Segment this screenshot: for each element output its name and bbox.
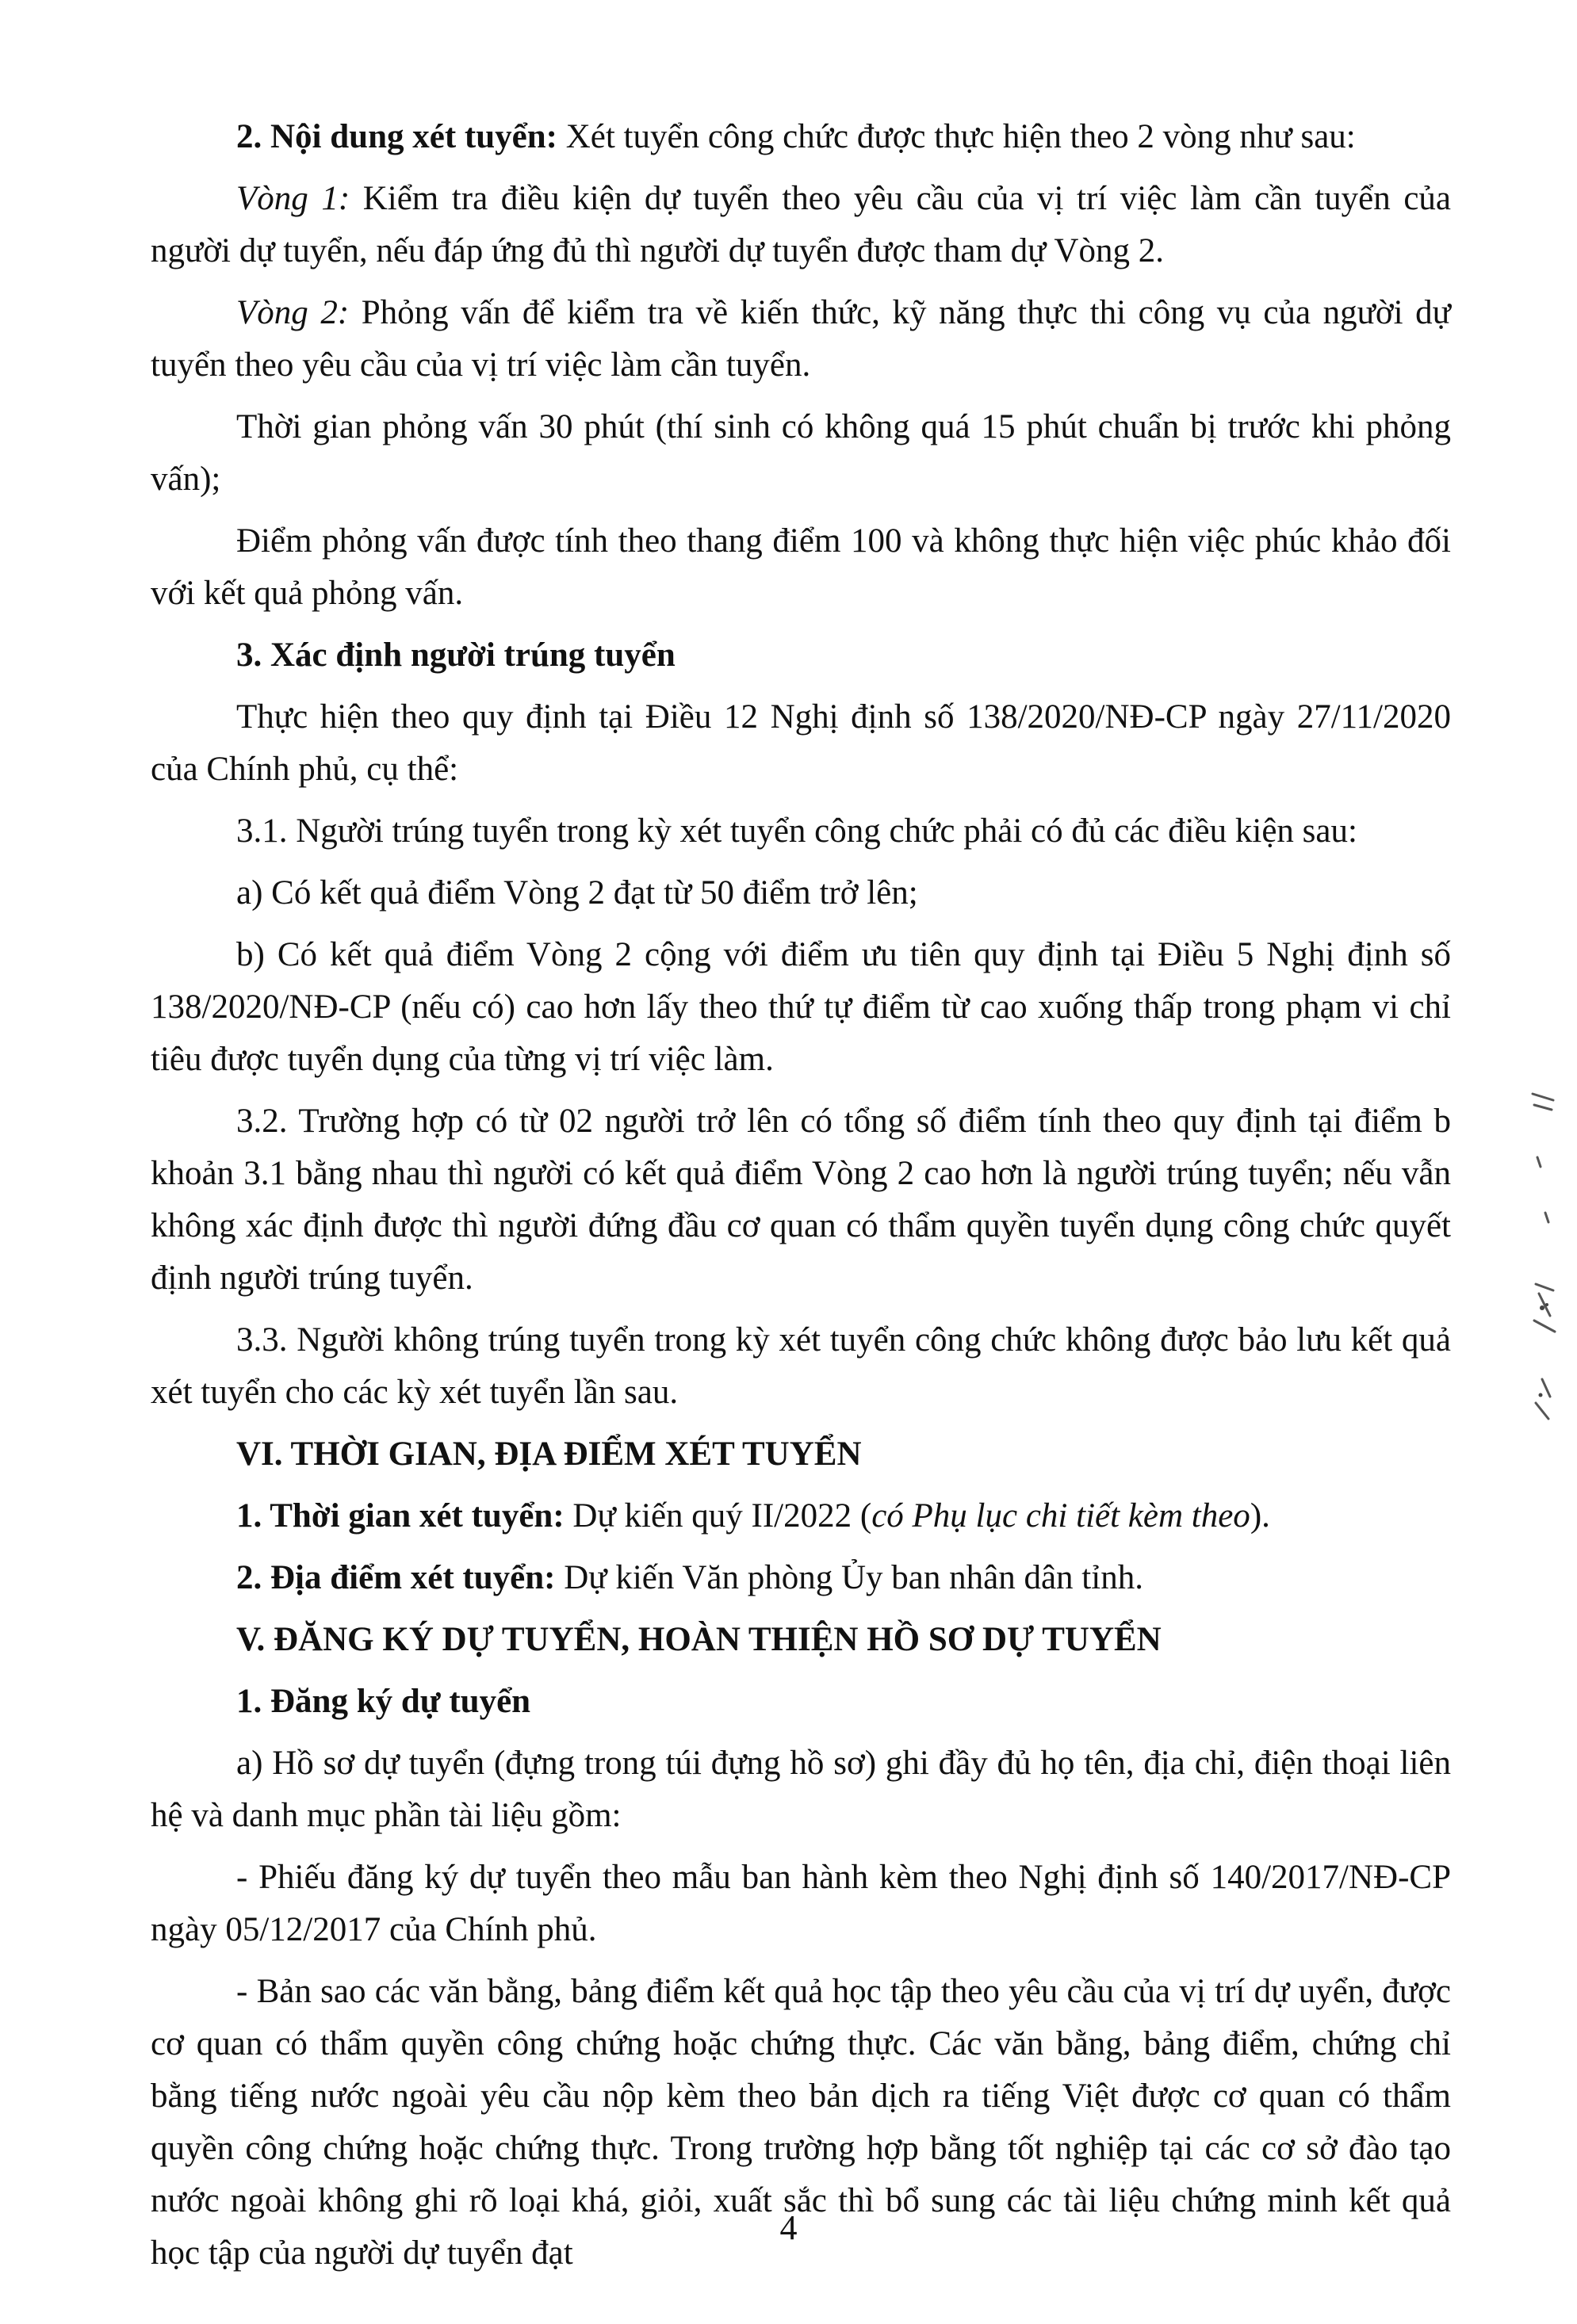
heading-determine-winners: 3. Xác định người trúng tuyển <box>236 636 676 674</box>
paragraph-round-1 <box>151 173 1451 277</box>
italic-label: Vòng 1: <box>236 180 350 217</box>
paragraph-text: Dự kiến quý II/2022 ( <box>564 1497 872 1535</box>
scan-edge-marks <box>1526 1078 1558 1443</box>
heading-section-v: V. ĐĂNG KÝ DỰ TUYỂN, HOÀN THIỆN HỒ SƠ DỰ TUYỂN <box>236 1621 1162 1658</box>
paragraph-regulation: Thực hiện theo quy định tại Điều 12 Nghị định số 138/2020/NĐ-CP ngày 27/11/2020 của Chính phủ, cụ thể: <box>151 698 1451 788</box>
bold-label: 2. Nội dung xét tuyển: <box>236 118 557 155</box>
paragraph-text: Kiểm tra điều kiện dự tuyển theo yêu cầu của vị trí việc làm cần tuyển của người dự tuyển, nếu đáp ứng đủ thì người dự tuyển được tham dự Vòng 2. <box>151 180 1451 269</box>
bold-label: 2. Địa điểm xét tuyển: <box>236 1559 556 1596</box>
body-text <box>151 111 1451 2289</box>
paragraph-3-1-a: a) Có kết quả điểm Vòng 2 đạt từ 50 điểm trở lên; <box>236 874 918 912</box>
heading-registration: 1. Đăng ký dự tuyển <box>236 1683 531 1720</box>
italic-note: có Phụ lục chi tiết kèm theo <box>871 1497 1250 1535</box>
heading-section-vi: VI. THỜI GIAN, ĐỊA ĐIỂM XÉT TUYỂN <box>236 1435 862 1473</box>
paragraph-3-1-b: b) Có kết quả điểm Vòng 2 cộng với điểm ưu tiên quy định tại Điều 5 Nghị định số 138/2020/NĐ-CP (nếu có) cao hơn lấy theo thứ tự điểm từ cao xuống thấp trong phạm vi chỉ tiêu được tuyển dụng của từng vị trí việc làm. <box>151 936 1451 1078</box>
paragraph-text-end: ). <box>1250 1497 1270 1535</box>
paragraph-round-2 <box>151 287 1451 392</box>
paragraph-text: Phỏng vấn để kiểm tra về kiến thức, kỹ năng thực thi công vụ của người dự tuyển theo yêu cầu của vị trí việc làm cần tuyển. <box>151 294 1451 384</box>
paragraph-diploma-copies: - Bản sao các văn bằng, bảng điểm kết quả học tập theo yêu cầu của vị trí dự uyển, được cơ quan có thẩm quyền công chứng hoặc chứng thực. Các văn bằng, bảng điểm, chứng chỉ bằng tiếng nước ngoài yêu cầu nộp kèm theo bản dịch ra tiếng Việt được cơ quan có thẩm quyền công chứng hoặc chứng thực. Trong trường hợp bằng tốt nghiệp tại các cơ sở đào tạo nước ngoài không ghi rõ loại khá, giỏi, xuất sắc thì bổ sung các tài liệu chứng minh kết quả học tập của người dự tuyển đạt <box>151 1973 1451 2272</box>
paragraph-3-3: 3.3. Người không trúng tuyển trong kỳ xét tuyển công chức không được bảo lưu kết quả xét tuyển cho các kỳ xét tuyển lần sau. <box>151 1321 1451 1411</box>
paragraph-content-of-selection <box>151 111 1451 163</box>
paragraph-interview-time: Thời gian phỏng vấn 30 phút (thí sinh có không quá 15 phút chuẩn bị trước khi phỏng vấn); <box>151 408 1451 498</box>
paragraph-text: Dự kiến Văn phòng Ủy ban nhân dân tỉnh. <box>555 1559 1143 1596</box>
paragraph-3-2: 3.2. Trường hợp có từ 02 người trở lên có tổng số điểm tính theo quy định tại điểm b khoản 3.1 bằng nhau thì người có kết quả điểm Vòng 2 cao hơn là người trúng tuyển; nếu vẫn không xác định được thì người đứng đầu cơ quan có thẩm quyền tuyển dụng công chức quyết định người trúng tuyển. <box>151 1103 1451 1297</box>
paragraph-text: Xét tuyển công chức được thực hiện theo 2 vòng như sau: <box>557 118 1356 155</box>
paragraph-registration-form: - Phiếu đăng ký dự tuyển theo mẫu ban hành kèm theo Nghị định số 140/2017/NĐ-CP ngày 05/12/2017 của Chính phủ. <box>151 1859 1451 1948</box>
paragraph-location <box>151 1552 1451 1604</box>
paragraph-time <box>151 1490 1451 1542</box>
paragraph-interview-score: Điểm phỏng vấn được tính theo thang điểm 100 và không thực hiện việc phúc khảo đối với kết quả phỏng vấn. <box>151 522 1451 612</box>
italic-label: Vòng 2: <box>236 294 350 331</box>
bold-label: 1. Thời gian xét tuyển: <box>236 1497 565 1535</box>
paragraph-3-1: 3.1. Người trúng tuyển trong kỳ xét tuyển công chức phải có đủ các điều kiện sau: <box>236 812 1357 850</box>
page-number: 4 <box>779 2208 798 2247</box>
paragraph-application-file: a) Hồ sơ dự tuyển (đựng trong túi đựng hồ sơ) ghi đầy đủ họ tên, địa chỉ, điện thoại liên hệ và danh mục phần tài liệu gồm: <box>151 1745 1451 1834</box>
